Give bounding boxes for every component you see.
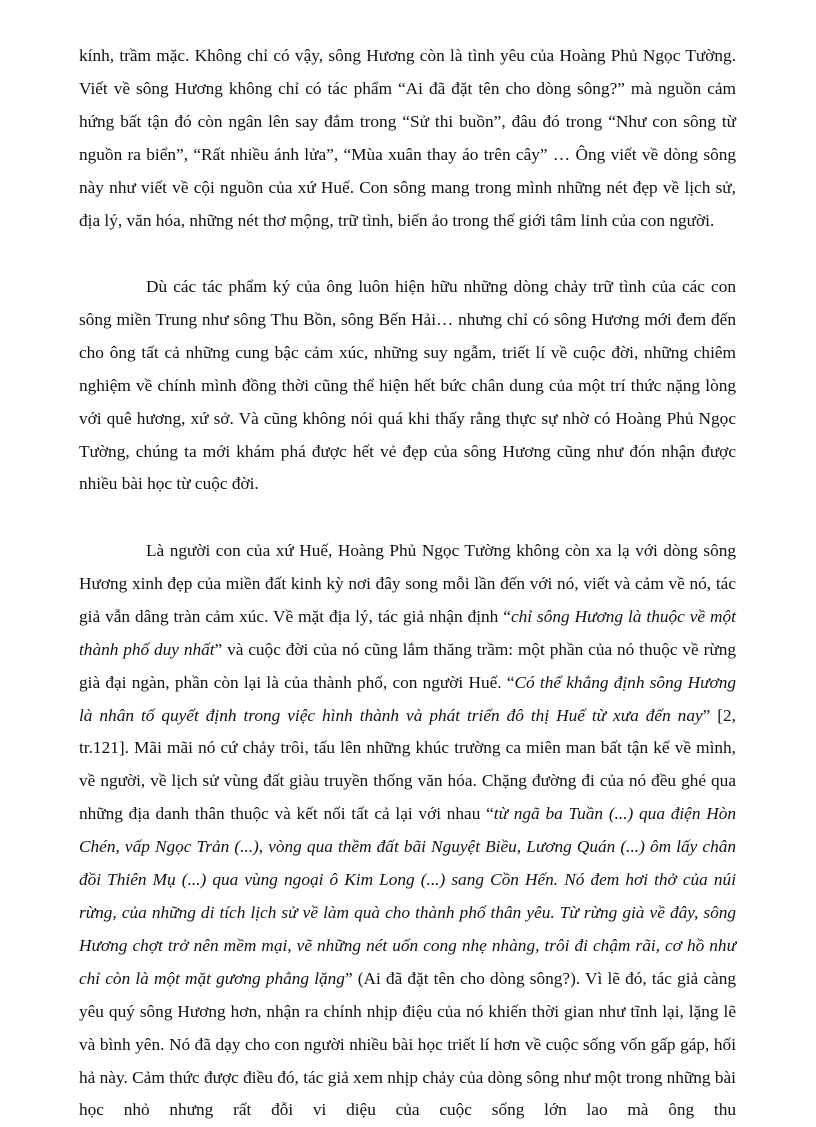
quote-single-city: chỉ sông Hương là thuộc về một thành phố duy nhất [79,606,736,659]
paragraph-3-text: Là người con của xứ Huế, Hoàng Phủ Ngọc Tường không còn xa lạ với dòng sông Hương xinh đẹp của miền đất kinh kỳ nơi đây song mỗi lần đến với nó, viết và cảm về nó, tác giả vẫn dâng tràn cảm xúc. Về mặt địa lý, tác giả nhận định “ [79,541,736,626]
paragraph-2 [79,271,736,501]
paragraph-2-text: Dù các tác phẩm ký của ông luôn hiện hữu những dòng chảy trữ tình của các con sông miền Trung như sông Thu Bồn, sông Bến Hải… nhưng chỉ có sông Hương mới đem đến cho ông tất cả những cung bậc cảm xúc, những suy ngẫm, triết lí về cuộc đời, những chiêm nghiệm về chính mình đồng thời cũng thể hiện hết bức chân dung của một trí thức nặng lòng với quê hương, xứ sở. Và cũng không nói quá khi thấy rằng thực sự nhờ có Hoàng Phủ Ngọc Tường, chúng ta mới khám phá được hết vẻ đẹp của sông Hương cũng như đón nhận được nhiều bài học từ cuộc đời. [79,277,736,494]
paragraph-1-text: kính, trầm mặc. Không chỉ có vậy, sông Hương còn là tình yêu của Hoàng Phủ Ngọc Tường. Viết về sông Hương không chỉ có tác phẩm “Ai đã đặt tên cho dòng sông?” mà nguồn cảm hứng bất tận đó còn ngân lên say đắm trong “Sử thi buồn”, đâu đó trong “Như con sông từ nguồn ra biển”, “Rất nhiều ánh lửa”, “Mùa xuân thay áo trên cây” … Ông viết về dòng sông này như viết về cội nguồn của xứ Huế. Con sông mang trong mình những nét đẹp về lịch sử, địa lý, văn hóa, những nét thơ mộng, trữ tình, biến ảo trong thế giới tâm linh của con người. [79,46,736,230]
quote-river-journey: từ ngã ba Tuần (...) qua điện Hòn Chén, vấp Ngọc Trản (...), vòng qua thềm đất bãi Nguyệt Biều, Lương Quán (...) ôm lấy chân đồi Thiên Mụ (...) qua vùng ngoại ô Kim Long (...) sang Cồn Hến. Nó đem hơi thở của núi rừng, của những di tích lịch sử về làm quà cho thành phố thân yêu. Từ rừng già về đây, sông Hương chợt trở nên mềm mại, vẽ những nét uốn cong nhẹ nhàng, trôi đi chậm rãi, cơ hồ như chỉ còn là một mặt gương phẳng lặng [79,804,736,988]
paragraph-3 [79,535,736,1127]
quote-urban-development: Có thể khẳng định sông Hương là nhân tố quyết định trong việc hình thành và phát triển đô thị Huế từ xưa đến nay [79,672,736,725]
paragraph-3-text: ” (Ai đã đặt tên cho dòng sông?). Vì lẽ đó, tác giả càng yêu quý sông Hương hơn, nhận ra chính nhịp điệu của nó khiến thời gian như tĩnh lại, lặng lẽ và bình yên. Nó đã dạy cho con người nhiều bài học triết lí hơn về cuộc sống vốn gấp gáp, hối hả này. Cảm thức được điều đó, tác giả xem nhịp chảy của dòng sông như một trong những bài học nhỏ nhưng rất đỗi vi diệu của cuộc sống lớn lao mà ông thu [79,968,737,1120]
paragraph-3-text: ” và cuộc đời của nó cũng lắm thăng trầm: một phần của nó thuộc về rừng già đại ngàn, phần còn lại là của thành phố, con người Huế. “ [79,639,736,692]
paragraph-1 [79,40,736,237]
paragraph-3-text: ” [2, tr.121]. Mãi mãi nó cứ chảy trôi, tấu lên những khúc trường ca miên man bất tận kể về mình, về người, về lịch sử vùng đất giàu truyền thống văn hóa. Chặng đường đi của nó đều ghé qua những địa danh thân thuộc và kết nối tất cả lại với nhau “ [79,705,736,824]
